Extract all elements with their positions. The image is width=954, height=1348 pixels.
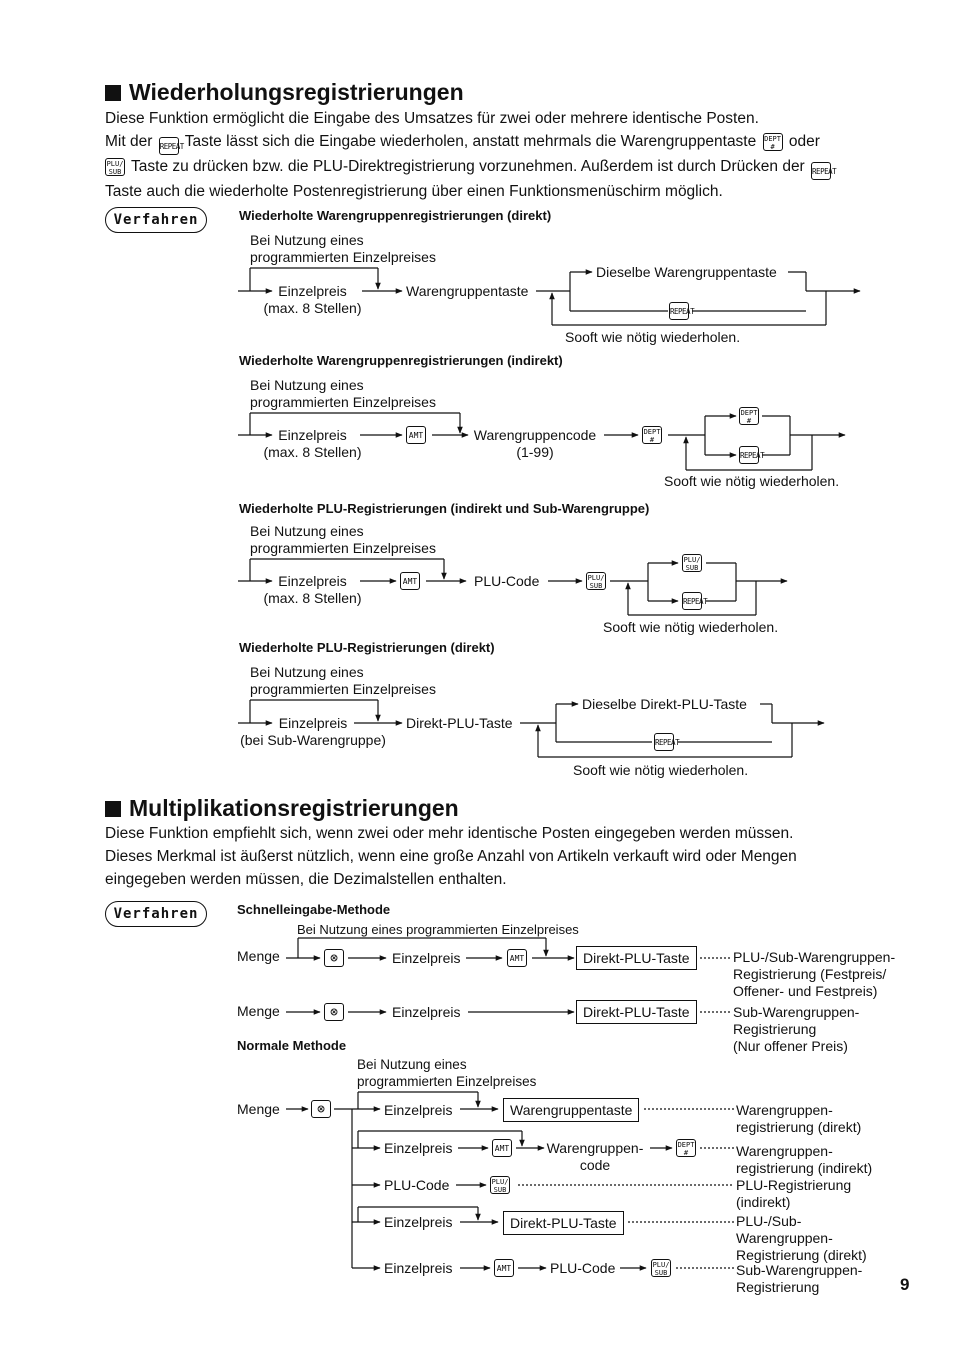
diagram-heading: Schnelleingabe-Methode [237,902,391,917]
plu-code-label: PLU-Code [474,573,540,589]
label-line: Offener- und Festpreis) [733,983,878,999]
intro-line: eingegeben werden müssen, die Dezimalstellen enthalten. [105,871,507,888]
note [250,664,436,698]
intro-line [105,155,905,180]
repeat-note: Sooft wie nötig wiederholen. [603,619,779,635]
key-bottom: # [683,1149,689,1157]
intro-text: Mit der [105,133,153,150]
section-title-text: Multiplikationsregistrierungen [129,795,459,821]
direct-plu-key-box: Direkt-PLU-Taste [576,946,697,970]
intro-line [105,130,905,155]
key-top: PLU/ [491,1178,509,1186]
quantity-label: Menge [237,948,280,964]
section-title-text: Wiederholungsregistrierungen [129,79,464,105]
key-top: DEPT [764,135,781,143]
amt-key-icon: AMT [492,1139,512,1157]
multiply-key-icon: ⊗ [311,1100,331,1118]
note [250,377,436,411]
dept-key-icon [763,133,783,151]
label-line: PLU-Registrierung [736,1177,852,1193]
dept-key-icon [642,426,662,444]
dept-code-label [470,427,600,461]
label-line: Einzelpreis [278,573,347,589]
label-line: PLU-/Sub- [736,1213,802,1229]
repeat-key-icon: REPEAT [159,137,179,155]
quantity-label: Menge [237,1101,280,1117]
amt-key-icon: AMT [494,1259,514,1277]
note [250,523,436,557]
section-title-multi [105,795,459,822]
key-bottom: # [649,436,655,444]
label-line: (max. 8 Stellen) [263,444,362,460]
unit-price-label: Einzelpreis [392,1004,461,1020]
key-top: DEPT [740,409,758,417]
unit-price-label: Einzelpreis [384,1260,453,1276]
unit-price-label [255,283,370,317]
section-title-repeat [105,79,464,106]
plu-key-icon [490,1176,510,1194]
label-line: (max. 8 Stellen) [263,590,362,606]
direct-plu-key-box: Direkt-PLU-Taste [503,1211,624,1235]
result-label [736,1262,862,1296]
label-line: Registrierung [736,1279,820,1295]
result-label [736,1143,872,1177]
dept-code-label [542,1140,648,1174]
diagram-heading: Wiederholte Warengruppenregistrierungen (indirekt) [239,353,563,368]
quantity-label: Menge [237,1003,280,1019]
note-line: Bei Nutzung eines [250,232,364,248]
repeat-note: Sooft wie nötig wiederholen. [573,762,749,778]
note-line: programmierten Einzelpreises [250,540,436,556]
label-line: Registrierung [733,1021,817,1037]
key-top: PLU/ [652,1261,670,1269]
section-bullet-square [105,801,121,817]
key-top: PLU/ [106,160,124,168]
result-label [733,1004,859,1055]
key-bottom: SUB [685,564,699,572]
result-label [733,949,895,1000]
label-line: Registrierung (direkt) [736,1247,867,1263]
dept-key-icon [676,1139,696,1157]
label-line: (indirekt) [736,1194,791,1210]
label-line: Warengruppencode [473,427,597,443]
intro-line: Diese Funktion ermöglicht die Eingabe des Umsatzes für zwei oder mehrere identische Posten. [105,110,759,127]
intro-line: Taste auch die wiederholte Postenregistrierung über einen Funktionsmenüschirm möglich. [105,183,723,200]
key-bottom: SUB [108,168,122,176]
note-line: Bei Nutzung eines [250,664,364,680]
label-line: PLU-/Sub-Warengruppen- [733,949,896,965]
unit-price-label: Einzelpreis [384,1214,453,1230]
intro-text: Taste lässt sich die Eingabe wiederholen, anstatt mehrmals die Warengruppentaste [184,133,757,150]
intro-line: Dieses Merkmal ist äußerst nützlich, wenn eine große Anzahl von Artikeln verkauft wird oder Mengen [105,848,797,865]
label-line: (max. 8 Stellen) [263,300,362,316]
multiply-key-icon: ⊗ [324,1003,344,1021]
result-label [736,1177,851,1211]
note-line: programmierten Einzelpreises [250,681,436,697]
label-line: Warengruppen- [736,1143,833,1159]
plu-code-label: PLU-Code [384,1177,450,1193]
key-top: DEPT [643,428,661,436]
section-bullet-square [105,85,121,101]
note [250,232,436,266]
diagram-heading: Wiederholte PLU-Registrierungen (direkt) [239,640,495,655]
direct-plu-key-label: Direkt-PLU-Taste [406,715,513,731]
label-line: registrierung (indirekt) [736,1160,873,1176]
unit-price-label [255,573,370,607]
diagram-heading: Wiederholte Warengruppenregistrierungen (direkt) [239,208,552,223]
key-top: PLU/ [683,556,701,564]
repeat-intro-paragraph [105,107,905,203]
label-line: Sub-Warengruppen- [733,1004,860,1020]
amt-key-icon: AMT [400,572,420,590]
repeat-key-icon: REPEAT [682,592,702,610]
plu-key-icon [586,572,606,590]
same-dept-key-label: Dieselbe Warengruppentaste [596,264,777,280]
repeat-key-icon: REPEAT [654,733,674,751]
plu-key-icon [682,554,702,572]
dept-key-box: Warengruppentaste [503,1098,639,1122]
repeat-note: Sooft wie nötig wiederholen. [565,329,741,345]
procedure-label: Verfahren [105,207,207,233]
unit-price-label [255,427,370,461]
repeat-key-icon: REPEAT [669,302,689,320]
label-line: (bei Sub-Warengruppe) [240,732,386,748]
amt-key-icon: AMT [406,426,426,444]
repeat-note: Sooft wie nötig wiederholen. [664,473,840,489]
dept-key-icon [739,407,759,425]
procedure-label: Verfahren [105,901,207,927]
label-line: Warengruppen- [546,1140,644,1156]
unit-price-label: Einzelpreis [384,1140,453,1156]
repeat-key-icon: REPEAT [811,162,831,180]
page-number: 9 [900,1275,910,1294]
multiply-key-icon: ⊗ [324,949,344,967]
result-label [736,1213,867,1264]
key-bottom: SUB [493,1186,507,1194]
label-line: Warengruppen- [736,1102,833,1118]
plu-key-icon [105,158,125,176]
label-line: code [579,1157,611,1173]
note-line: programmierten Einzelpreises [250,394,436,410]
key-bottom: # [746,417,752,425]
repeat-key-icon: REPEAT [739,446,759,464]
result-label [736,1102,861,1136]
plu-code-label: PLU-Code [550,1260,616,1276]
label-line: Einzelpreis [278,715,348,731]
label-line: Einzelpreis [278,427,347,443]
key-top: DEPT [677,1141,695,1149]
note-line: Bei Nutzung eines [250,523,364,539]
unit-price-label: Einzelpreis [392,950,461,966]
label-line: Einzelpreis [278,283,347,299]
label-line: (1-99) [516,444,554,460]
label-line: registrierung (direkt) [736,1119,862,1135]
key-bottom: SUB [589,582,603,590]
intro-text: Taste zu drücken bzw. die PLU-Direktregistrierung vorzunehmen. Außerdem ist durch Drücken der [131,158,805,175]
direct-plu-key-box: Direkt-PLU-Taste [576,1000,697,1024]
note-line: programmierten Einzelpreises [357,1074,537,1089]
key-top: PLU/ [587,574,605,582]
diagram-heading: Wiederholte PLU-Registrierungen (indirekt und Sub-Warengruppe) [239,501,650,516]
label-line: (Nur offener Preis) [733,1038,848,1054]
label-line: Sub-Warengruppen- [736,1262,863,1278]
label-line: Warengruppen- [736,1230,833,1246]
note-line: programmierten Einzelpreises [250,249,436,265]
intro-line: Diese Funktion empfiehlt sich, wenn zwei oder mehr identische Posten eingegeben werden müssen. [105,825,794,842]
dept-key-label: Warengruppentaste [406,283,529,299]
key-bottom: SUB [654,1269,668,1277]
unit-price-label: Einzelpreis [384,1102,453,1118]
note-line: Bei Nutzung eines [250,377,364,393]
label-line: Registrierung (Festpreis/ [733,966,887,982]
diagram-heading: Normale Methode [237,1038,347,1053]
note-line: Bei Nutzung eines [357,1057,467,1072]
same-plu-key-label: Dieselbe Direkt-PLU-Taste [582,696,747,712]
amt-key-icon: AMT [507,949,527,967]
unit-price-label [236,715,390,749]
note: Bei Nutzung eines programmierten Einzelpreises [297,922,579,937]
multi-intro-paragraph [105,822,905,891]
note [357,1056,536,1090]
key-bottom: # [770,143,775,151]
intro-text: oder [788,133,820,150]
plu-key-icon [651,1259,671,1277]
